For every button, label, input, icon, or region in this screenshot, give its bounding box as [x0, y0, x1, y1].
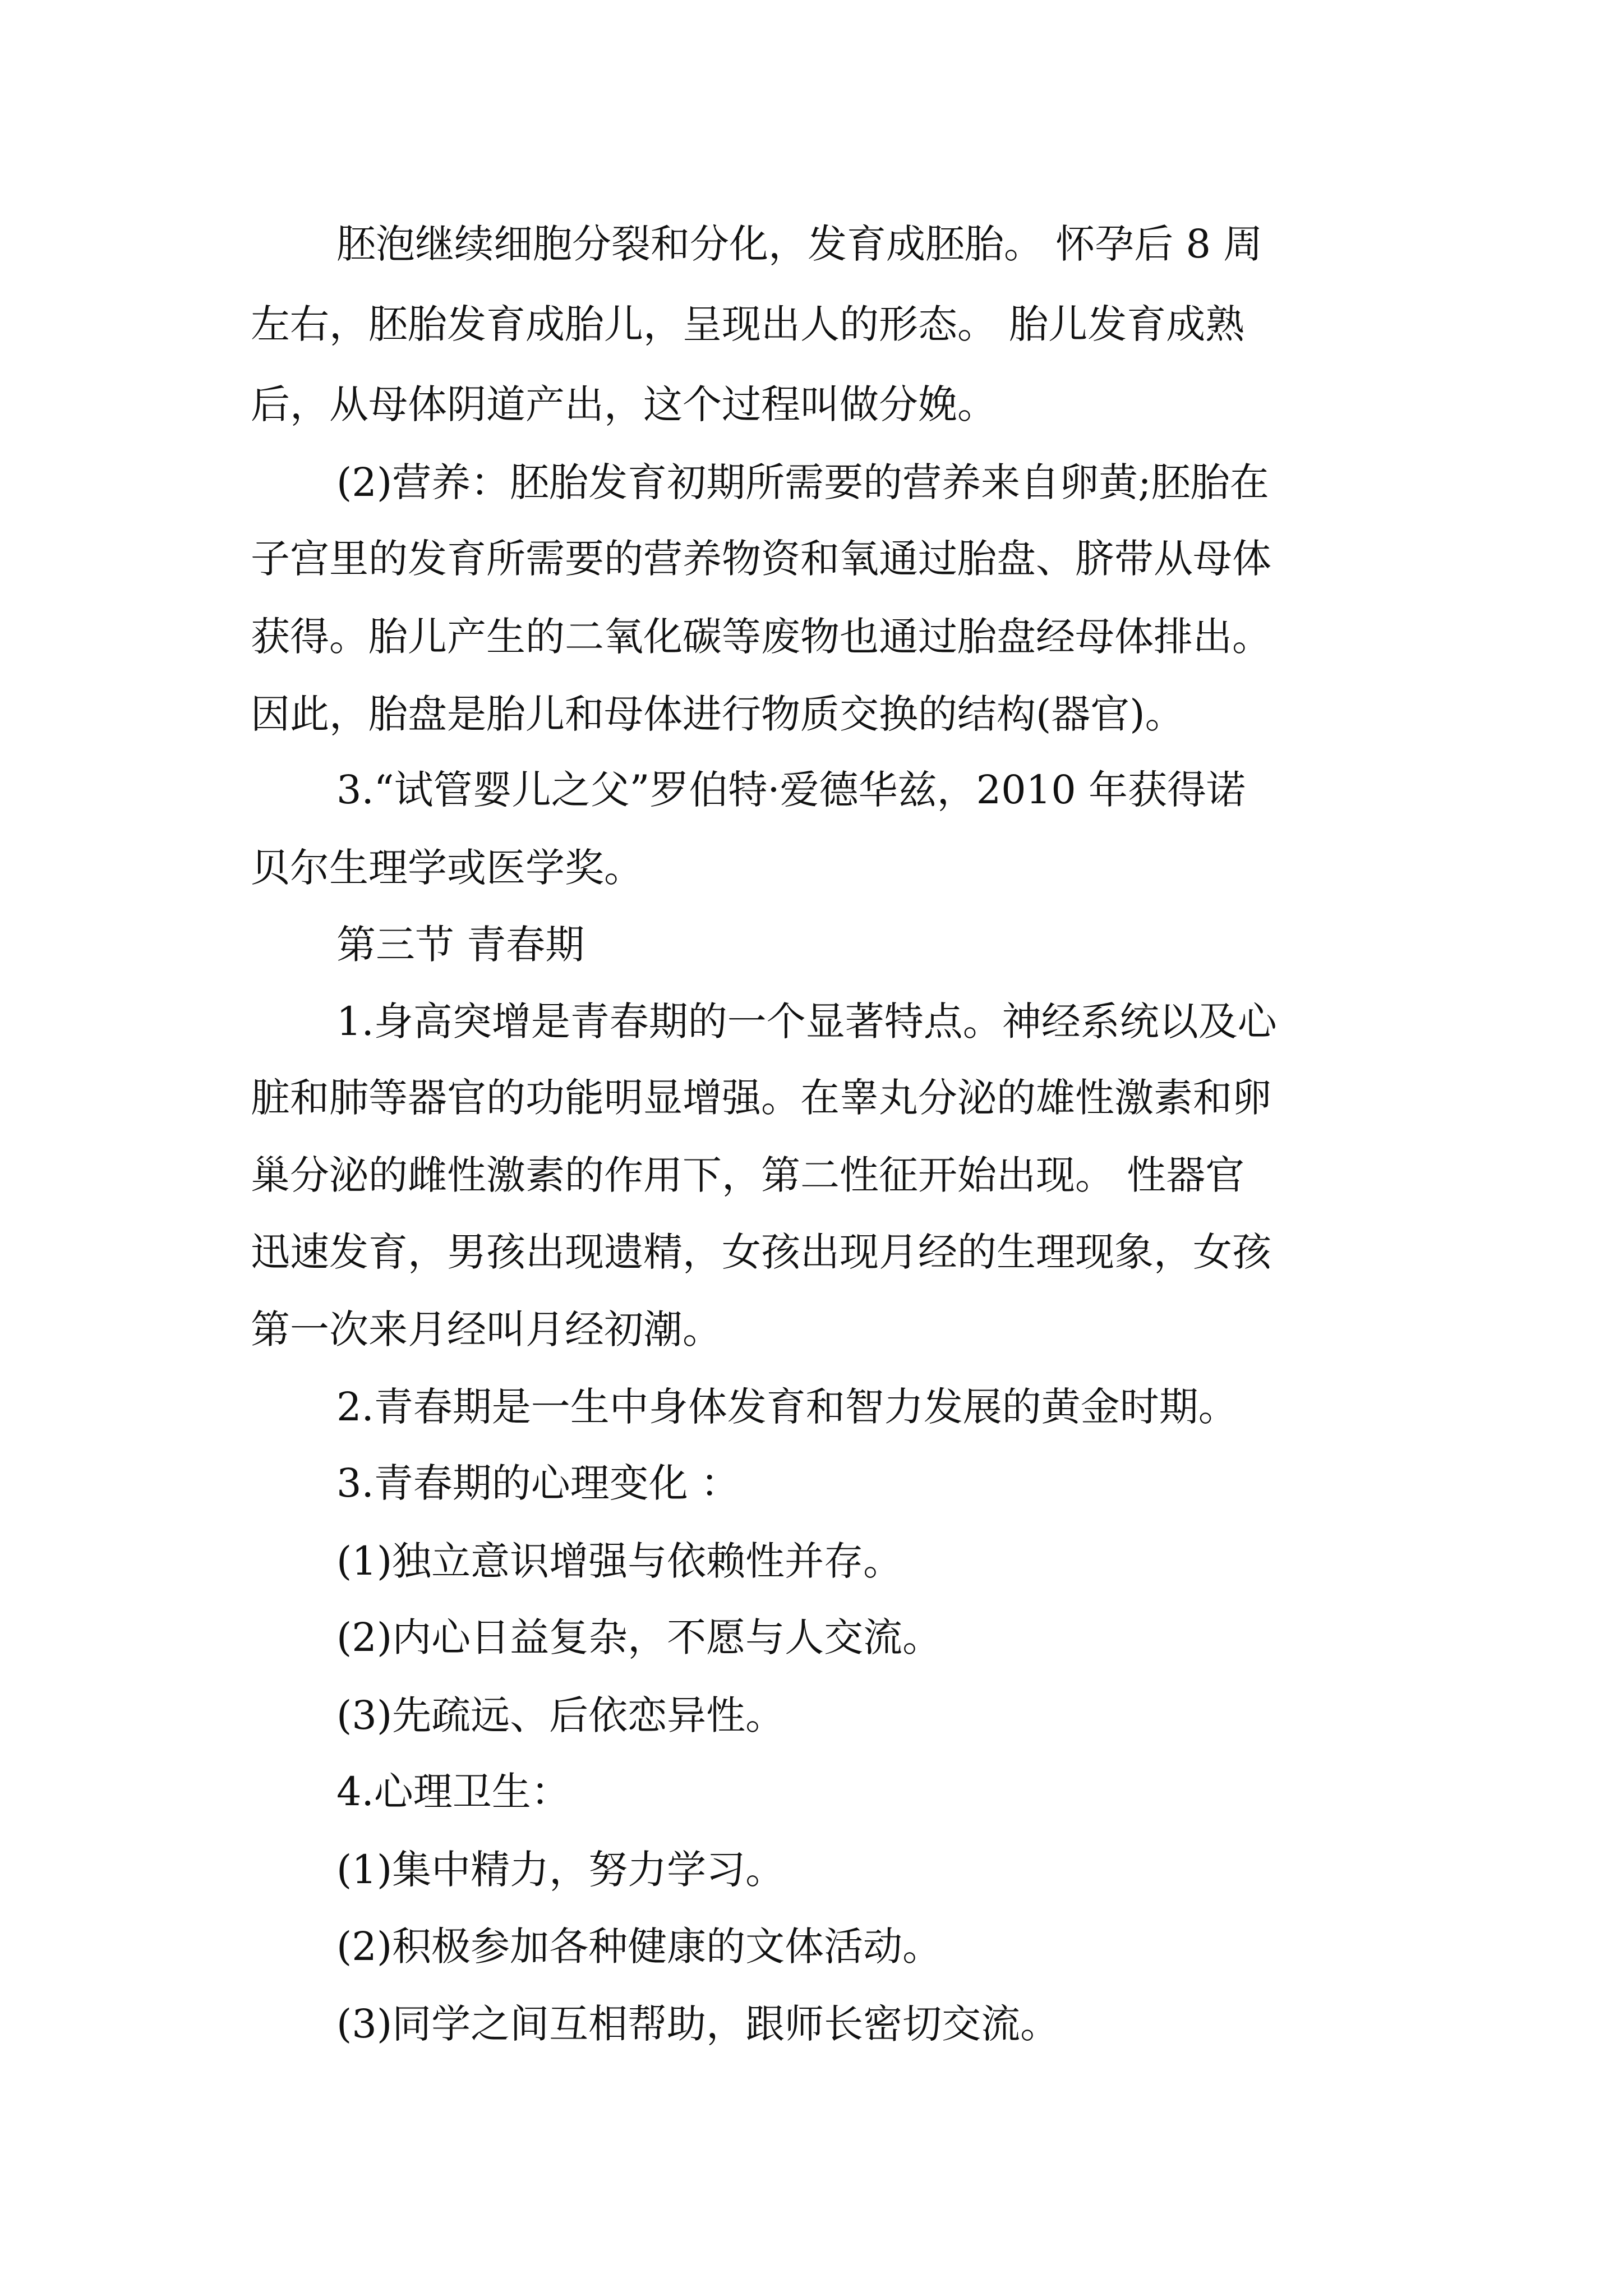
- text-line-7: 因此，胎盘是胎儿和母体进行物质交换的结构(器官)。: [251, 691, 1184, 737]
- text-line-24: (3)同学之间互相帮助，跟师长密切交流。: [336, 2001, 1060, 2047]
- section-heading: 第三节 青春期: [336, 922, 585, 968]
- text-line-16: 2.青春期是一生中身体发育和智力发展的黄金时期。: [336, 1384, 1238, 1430]
- text-line-18: (1)独立意识增强与依赖性并存。: [336, 1538, 903, 1584]
- text-line-21: 4.心理卫生：: [336, 1769, 570, 1815]
- text-line-23: (2)积极参加各种健康的文体活动。: [336, 1924, 942, 1970]
- text-line-15: 第一次来月经叫月经初潮。: [251, 1306, 722, 1352]
- text-line-17: 3.青春期的心理变化 ：: [336, 1460, 740, 1506]
- text-line-8: 3.“试管婴儿之父”罗伯特·爱德华兹，2010 年获得诺: [336, 767, 1246, 813]
- text-line-20: (3)先疏远、后依恋异性。: [336, 1692, 785, 1738]
- text-line-19: (2)内心日益复杂，不愿与人交流。: [336, 1614, 942, 1660]
- text-line-6: 获得。胎儿产生的二氧化碳等废物也通过胎盘经母体排出。: [251, 614, 1271, 660]
- text-line-22: (1)集中精力，努力学习。: [336, 1847, 785, 1893]
- text-line-3: 后，从母体阴道产出，这个过程叫做分娩。: [251, 381, 997, 427]
- text-line-1: 胚泡继续细胞分裂和分化，发育成胚胎。 怀孕后 8 周: [336, 221, 1263, 267]
- text-line-12: 脏和肺等器官的功能明显增强。在睾丸分泌的雄性激素和卵: [251, 1075, 1271, 1121]
- text-line-9: 贝尔生理学或医学奖。: [251, 845, 643, 891]
- text-line-14: 迅速发育，男孩出现遗精，女孩出现月经的生理现象，女孩: [251, 1229, 1271, 1275]
- text-line-11: 1.身高突增是青春期的一个显著特点。神经系统以及心: [336, 999, 1277, 1045]
- text-line-5: 子宫里的发育所需要的营养物资和氧通过胎盘、脐带从母体: [251, 536, 1271, 582]
- text-line-2: 左右，胚胎发育成胎儿，呈现出人的形态。 胎儿发育成熟: [251, 301, 1245, 347]
- text-line-13: 巢分泌的雌性激素的作用下，第二性征开始出现。 性器官: [251, 1152, 1245, 1198]
- text-line-4: (2)营养：胚胎发育初期所需要的营养来自卵黄;胚胎在: [336, 459, 1269, 505]
